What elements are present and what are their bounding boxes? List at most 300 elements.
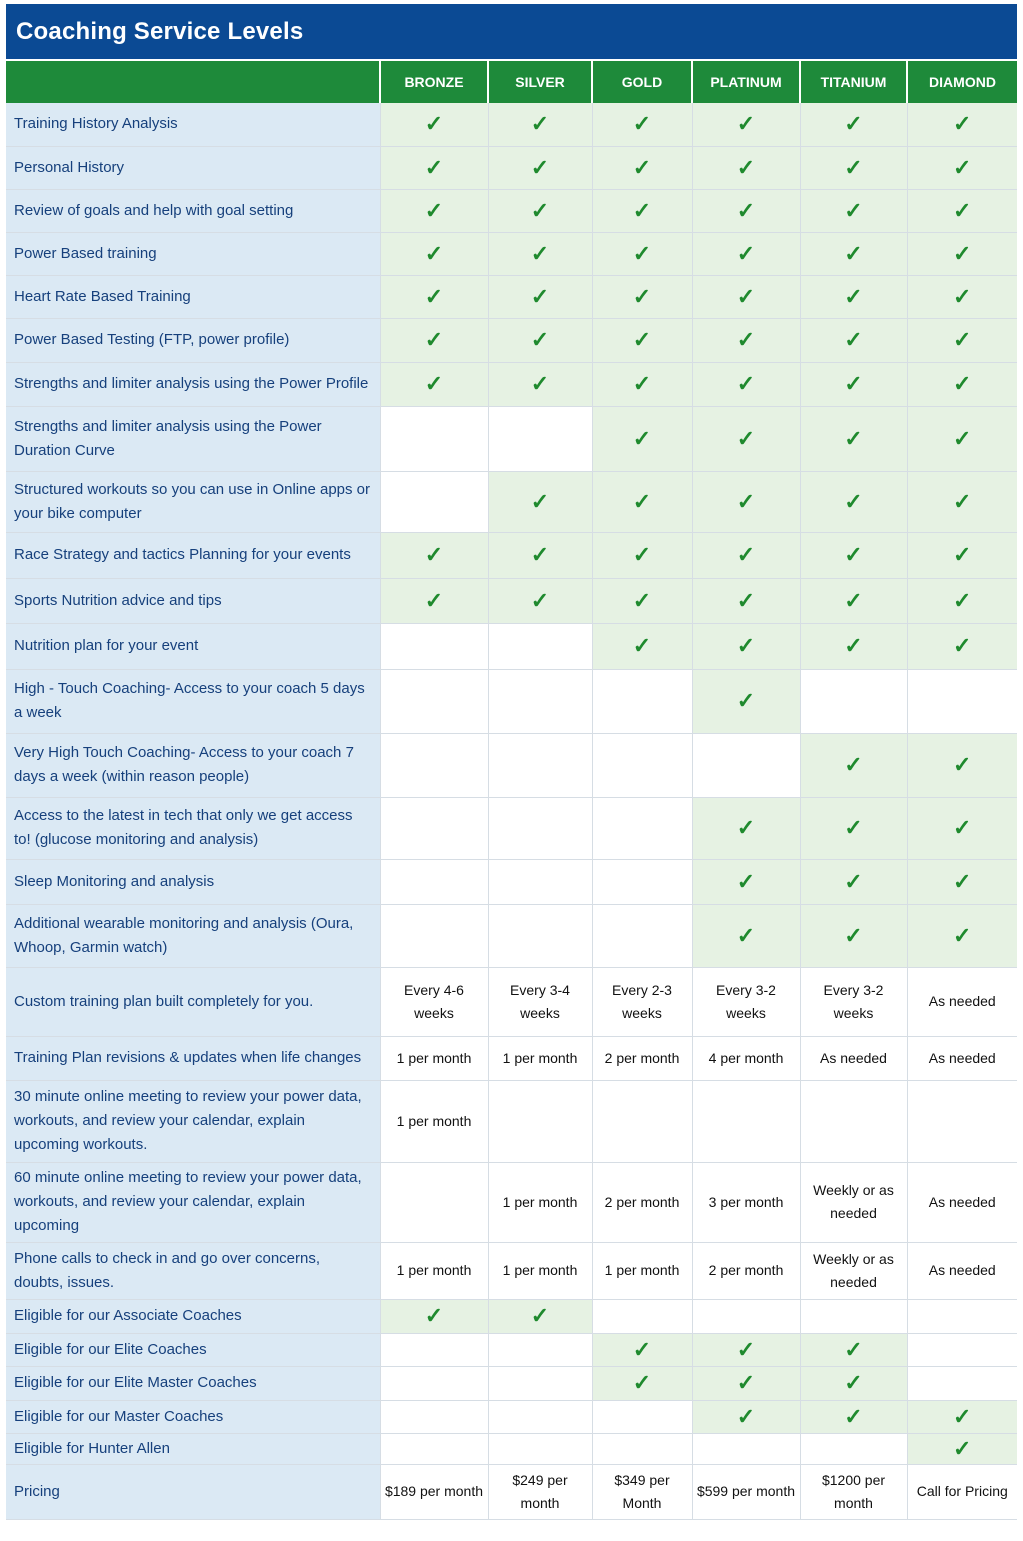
table-body [6,103,1017,1519]
cell-platinum [692,1080,800,1162]
checkmark-icon: ✓ [632,1370,652,1395]
cell-platinum [692,669,800,733]
cell-gold [592,1080,692,1162]
title-bar [6,4,1017,61]
cell-value: $189 per month [384,1483,484,1499]
checkmark-icon: ✓ [632,371,652,396]
checkmark-icon: ✓ [953,752,972,777]
checkmark-icon: ✓ [424,240,444,266]
checkmark-icon: ✓ [844,425,863,451]
cell-bronze [380,532,488,578]
checkmark-icon: ✓ [844,240,863,266]
checkmark-icon: ✓ [530,327,550,352]
header-gold: GOLD [592,61,692,103]
feature-label: Eligible for our Associate Coaches [6,1299,380,1333]
cell-silver [488,1242,592,1299]
checkmark-icon: ✓ [632,1336,652,1362]
feature-label: Nutrition plan for your event [6,623,380,669]
cell-silver [488,1464,592,1519]
cell-bronze [380,1080,488,1162]
service-levels-table [6,61,1017,1520]
cell-diamond [907,1400,1017,1433]
cell-silver [488,362,592,406]
cell-gold [592,578,692,623]
cell-value: Every 4-6 weeks [404,981,464,1021]
checkmark-icon: ✓ [530,283,550,309]
cell-value: Weekly or as needed [813,1182,894,1221]
table-header-row [6,61,1017,103]
cell-titanium [800,1464,907,1519]
checkmark-icon: ✓ [530,154,550,180]
cell-titanium [800,623,907,669]
cell-diamond [907,1299,1017,1333]
cell-value: As needed [928,1262,996,1278]
cell-value: 3 per month [708,1193,784,1210]
cell-value: 2 per month [604,1193,680,1210]
cell-platinum [692,904,800,967]
cell-gold [592,859,692,904]
checkmark-icon: ✓ [736,327,756,352]
cell-silver [488,859,592,904]
table-row [6,189,1017,232]
table-row [6,669,1017,733]
checkmark-icon: ✓ [736,1336,756,1362]
checkmark-icon: ✓ [953,283,972,309]
checkmark-icon: ✓ [736,815,756,840]
cell-diamond [907,1036,1017,1080]
feature-label: 60 minute online meeting to review your power data, workouts, and review your calendar, explain upcoming [6,1162,380,1242]
cell-silver [488,967,592,1036]
cell-silver [488,1036,592,1080]
cell-platinum [692,1366,800,1400]
checkmark-icon: ✓ [953,371,972,396]
cell-value: 1 per month [396,1112,472,1129]
cell-platinum [692,1299,800,1333]
checkmark-icon: ✓ [844,868,863,894]
checkmark-icon: ✓ [736,488,756,514]
cell-platinum [692,275,800,318]
table-row [6,733,1017,797]
checkmark-icon: ✓ [632,283,652,309]
checkmark-icon: ✓ [736,111,756,137]
cell-platinum [692,232,800,275]
checkmark-icon: ✓ [632,154,652,180]
checkmark-icon: ✓ [953,587,972,613]
cell-silver [488,318,592,362]
checkmark-icon: ✓ [736,587,756,613]
cell-gold [592,1366,692,1400]
cell-value: As needed [928,993,996,1009]
header-feature-blank [6,61,380,103]
checkmark-icon: ✓ [844,922,863,948]
cell-silver [488,532,592,578]
table-row [6,1433,1017,1464]
cell-titanium [800,967,907,1036]
checkmark-icon: ✓ [844,542,863,567]
table-row [6,967,1017,1036]
cell-diamond [907,1080,1017,1162]
feature-label: Race Strategy and tactics Planning for your events [6,532,380,578]
cell-gold [592,232,692,275]
cell-titanium [800,146,907,189]
checkmark-icon: ✓ [632,197,652,223]
cell-platinum [692,967,800,1036]
checkmark-icon: ✓ [424,542,444,567]
cell-gold [592,1433,692,1464]
cell-silver [488,275,592,318]
cell-gold [592,1464,692,1519]
cell-silver [488,1433,592,1464]
cell-silver [488,1366,592,1400]
checkmark-icon: ✓ [424,197,444,223]
table-row [6,275,1017,318]
cell-diamond [907,232,1017,275]
cell-gold [592,362,692,406]
cell-bronze [380,1433,488,1464]
cell-diamond [907,1333,1017,1366]
checkmark-icon: ✓ [953,425,972,451]
checkmark-icon: ✓ [632,240,652,266]
cell-bronze [380,318,488,362]
cell-diamond [907,797,1017,859]
header-diamond: DIAMOND [907,61,1017,103]
cell-diamond [907,904,1017,967]
cell-diamond [907,733,1017,797]
cell-titanium [800,1366,907,1400]
cell-bronze [380,904,488,967]
feature-label: Review of goals and help with goal setting [6,189,380,232]
feature-label: Training Plan revisions & updates when life changes [6,1036,380,1080]
cell-platinum [692,578,800,623]
table-row [6,103,1017,146]
feature-label: Strengths and limiter analysis using the Power Profile [6,362,380,406]
cell-value: $599 per month [696,1483,796,1499]
cell-platinum [692,362,800,406]
cell-diamond [907,967,1017,1036]
cell-diamond [907,669,1017,733]
table-row [6,623,1017,669]
cell-platinum [692,189,800,232]
cell-silver [488,578,592,623]
table-row [6,1162,1017,1242]
cell-value: Call for Pricing [916,1483,1008,1499]
checkmark-icon: ✓ [844,371,863,396]
checkmark-icon: ✓ [736,633,756,658]
cell-value: 1 per month [604,1262,680,1278]
checkmark-icon: ✓ [953,1403,972,1429]
cell-bronze [380,1366,488,1400]
cell-titanium [800,859,907,904]
checkmark-icon: ✓ [530,1303,550,1328]
cell-titanium [800,1400,907,1433]
header-silver: SILVER [488,61,592,103]
checkmark-icon: ✓ [953,197,972,223]
cell-diamond [907,623,1017,669]
table-row [6,1080,1017,1162]
checkmark-icon: ✓ [530,542,550,567]
table-row [6,578,1017,623]
checkmark-icon: ✓ [844,1370,863,1395]
cell-value: 4 per month [708,1049,784,1066]
checkmark-icon: ✓ [736,1370,756,1395]
cell-gold [592,1036,692,1080]
cell-value: As needed [820,1049,887,1066]
checkmark-icon: ✓ [736,688,756,713]
cell-silver [488,232,592,275]
feature-label: Eligible for Hunter Allen [6,1433,380,1464]
checkmark-icon: ✓ [736,371,756,396]
cell-gold [592,1400,692,1433]
cell-value: 1 per month [502,1049,578,1066]
cell-titanium [800,578,907,623]
cell-titanium [800,1299,907,1333]
cell-diamond [907,189,1017,232]
checkmark-icon: ✓ [953,488,972,514]
cell-titanium [800,532,907,578]
feature-label: Phone calls to check in and go over concerns, doubts, issues. [6,1242,380,1299]
checkmark-icon: ✓ [530,197,550,223]
cell-titanium [800,1242,907,1299]
checkmark-icon: ✓ [424,154,444,180]
cell-silver [488,733,592,797]
checkmark-icon: ✓ [632,327,652,352]
cell-platinum [692,406,800,471]
cell-silver [488,1333,592,1366]
cell-bronze [380,1162,488,1242]
cell-gold [592,471,692,532]
checkmark-icon: ✓ [736,425,756,451]
checkmark-icon: ✓ [736,868,756,894]
cell-bronze [380,797,488,859]
checkmark-icon: ✓ [530,111,550,137]
cell-platinum [692,1242,800,1299]
cell-bronze [380,189,488,232]
checkmark-icon: ✓ [530,488,550,514]
cell-titanium [800,733,907,797]
checkmark-icon: ✓ [736,197,756,223]
cell-gold [592,532,692,578]
cell-titanium [800,797,907,859]
cell-diamond [907,318,1017,362]
cell-platinum [692,146,800,189]
page-title: Coaching Service Levels [16,17,304,45]
cell-titanium [800,189,907,232]
checkmark-icon: ✓ [844,1336,863,1362]
feature-label: Eligible for our Elite Master Coaches [6,1366,380,1400]
cell-value: $349 per Month [614,1471,670,1511]
feature-label: High - Touch Coaching- Access to your coach 5 days a week [6,669,380,733]
checkmark-icon: ✓ [953,111,972,137]
cell-value: 2 per month [604,1049,680,1066]
checkmark-icon: ✓ [424,371,444,396]
feature-label: Structured workouts so you can use in Online apps or your bike computer [6,471,380,532]
cell-gold [592,669,692,733]
checkmark-icon: ✓ [953,542,972,567]
cell-platinum [692,733,800,797]
cell-titanium [800,232,907,275]
cell-platinum [692,103,800,146]
cell-platinum [692,1162,800,1242]
cell-titanium [800,1433,907,1464]
cell-bronze [380,1036,488,1080]
cell-diamond [907,275,1017,318]
table-row [6,1036,1017,1080]
checkmark-icon: ✓ [953,154,972,180]
checkmark-icon: ✓ [844,587,863,613]
cell-value: 2 per month [708,1262,784,1278]
cell-diamond [907,578,1017,623]
cell-titanium [800,103,907,146]
table-row [6,362,1017,406]
feature-label: Access to the latest in tech that only we get access to! (glucose monitoring and analysis) [6,797,380,859]
cell-bronze [380,232,488,275]
checkmark-icon: ✓ [844,815,863,840]
checkmark-icon: ✓ [844,197,863,223]
cell-platinum [692,1333,800,1366]
cell-gold [592,1333,692,1366]
table-row [6,406,1017,471]
pricing-panel [6,4,1017,1520]
cell-bronze [380,733,488,797]
cell-gold [592,967,692,1036]
feature-label: Sports Nutrition advice and tips [6,578,380,623]
cell-bronze [380,1400,488,1433]
checkmark-icon: ✓ [844,633,863,658]
cell-gold [592,189,692,232]
cell-diamond [907,471,1017,532]
cell-gold [592,103,692,146]
feature-label: 30 minute online meeting to review your power data, workouts, and review your calendar, explain upcoming workouts. [6,1080,380,1162]
cell-bronze [380,1333,488,1366]
cell-value: Every 3-2 weeks [823,981,884,1021]
cell-gold [592,904,692,967]
table-row [6,797,1017,859]
cell-gold [592,797,692,859]
checkmark-icon: ✓ [632,542,652,567]
cell-bronze [380,669,488,733]
checkmark-icon: ✓ [424,1303,444,1328]
checkmark-icon: ✓ [736,240,756,266]
cell-platinum [692,623,800,669]
cell-titanium [800,275,907,318]
cell-value: Every 3-2 weeks [716,981,776,1021]
cell-value: Weekly or as needed [813,1250,894,1290]
checkmark-icon: ✓ [844,488,863,514]
cell-diamond [907,103,1017,146]
checkmark-icon: ✓ [424,283,444,309]
checkmark-icon: ✓ [530,587,550,613]
cell-titanium [800,406,907,471]
checkmark-icon: ✓ [736,154,756,180]
cell-silver [488,189,592,232]
cell-platinum [692,859,800,904]
header-titanium: TITANIUM [800,61,907,103]
cell-gold [592,146,692,189]
table-row [6,1400,1017,1433]
cell-titanium [800,1080,907,1162]
cell-platinum [692,1400,800,1433]
cell-platinum [692,471,800,532]
cell-diamond [907,532,1017,578]
checkmark-icon: ✓ [424,111,444,137]
cell-silver [488,669,592,733]
table-row [6,232,1017,275]
cell-bronze [380,1242,488,1299]
table-row [6,1299,1017,1333]
checkmark-icon: ✓ [844,752,863,777]
feature-label: Eligible for our Elite Coaches [6,1333,380,1366]
checkmark-icon: ✓ [424,587,444,613]
checkmark-icon: ✓ [844,283,863,309]
checkmark-icon: ✓ [953,815,972,840]
cell-bronze [380,967,488,1036]
table-row [6,1366,1017,1400]
feature-label: Power Based training [6,232,380,275]
cell-silver [488,1162,592,1242]
feature-label: Sleep Monitoring and analysis [6,859,380,904]
feature-label: Training History Analysis [6,103,380,146]
cell-bronze [380,146,488,189]
cell-silver [488,1080,592,1162]
header-bronze: BRONZE [380,61,488,103]
checkmark-icon: ✓ [953,327,972,352]
cell-diamond [907,1162,1017,1242]
checkmark-icon: ✓ [632,425,652,451]
table-row [6,859,1017,904]
cell-value: 1 per month [502,1193,578,1210]
checkmark-icon: ✓ [844,1403,863,1429]
feature-label: Strengths and limiter analysis using the Power Duration Curve [6,406,380,471]
cell-titanium [800,669,907,733]
cell-silver [488,1299,592,1333]
cell-value: $1200 per month [821,1471,886,1511]
cell-value: $249 per month [512,1471,568,1511]
checkmark-icon: ✓ [530,240,550,266]
cell-diamond [907,1242,1017,1299]
cell-bronze [380,362,488,406]
checkmark-icon: ✓ [632,633,652,658]
cell-value: 1 per month [396,1049,472,1066]
cell-silver [488,797,592,859]
cell-gold [592,1242,692,1299]
feature-label: Eligible for our Master Coaches [6,1400,380,1433]
cell-diamond [907,362,1017,406]
table-row [6,1333,1017,1366]
feature-label: Additional wearable monitoring and analysis (Oura, Whoop, Garmin watch) [6,904,380,967]
cell-diamond [907,406,1017,471]
cell-silver [488,1400,592,1433]
checkmark-icon: ✓ [632,587,652,613]
table-row [6,1242,1017,1299]
cell-gold [592,623,692,669]
checkmark-icon: ✓ [844,154,863,180]
checkmark-icon: ✓ [736,283,756,309]
table-row [6,318,1017,362]
cell-bronze [380,1299,488,1333]
cell-silver [488,904,592,967]
cell-bronze [380,103,488,146]
table-row [6,532,1017,578]
cell-diamond [907,146,1017,189]
table-row [6,1464,1017,1519]
cell-gold [592,1299,692,1333]
cell-value: Every 3-4 weeks [510,981,570,1021]
cell-platinum [692,532,800,578]
cell-silver [488,146,592,189]
cell-silver [488,406,592,471]
cell-bronze [380,406,488,471]
cell-titanium [800,471,907,532]
